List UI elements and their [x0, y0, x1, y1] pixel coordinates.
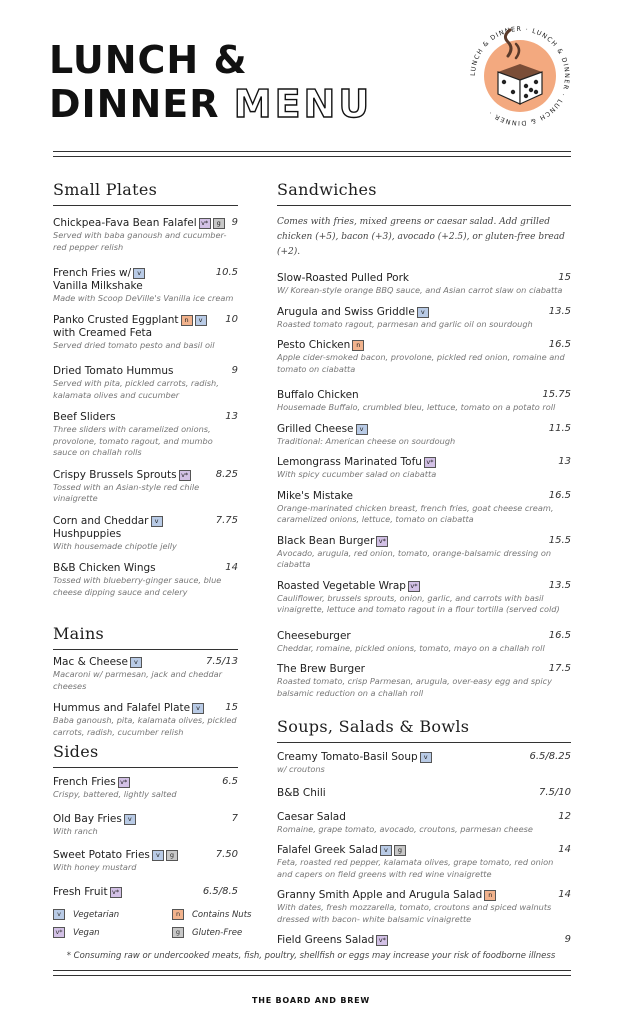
header-rule-bottom — [53, 156, 571, 157]
item-description: With housemade chipotle jelly — [53, 540, 177, 551]
vegan-badge: v* — [179, 470, 191, 481]
menu-item — [53, 515, 238, 553]
item-description: Served dried tomato pesto and basil oil — [53, 339, 215, 350]
vegetarian-badge: v — [420, 752, 432, 763]
item-description: Cauliflower, brussels sprouts, onion, garlic, and carrots with basil vinaigrette, lettuce and tomato ragout in a flour tortilla (served cold) — [277, 592, 560, 614]
item-description: Macaroni w/ parmesan, jack and cheddar cheeses — [53, 669, 223, 691]
vegetarian-badge: v — [151, 516, 163, 527]
sandwiches-heading: Sandwiches — [277, 180, 571, 206]
header-rule-top — [53, 151, 571, 152]
menu-item — [53, 314, 238, 352]
item-description: W/ Korean-style orange BBQ sauce, and Asian carrot slaw on ciabatta — [277, 285, 563, 295]
nuts-badge: n — [484, 890, 496, 901]
legend-nuts — [172, 909, 251, 920]
item-price: 13.5 — [548, 579, 571, 591]
item-description: Traditional: American cheese on sourdough — [277, 435, 456, 446]
item-price: 9 — [564, 934, 571, 945]
item-price: 16.5 — [548, 339, 571, 350]
nuts-badge: n — [172, 909, 184, 920]
gluten-free-badge: g — [172, 927, 184, 938]
item-name: Creamy Tomato-Basil Soup — [277, 751, 418, 763]
item-description: Three sliders with caramelized onions, provolone, tomato ragout, and mumbo sauce on challah rolls — [53, 424, 213, 457]
item-price: 7.5/10 — [539, 786, 571, 798]
item-name: Beef Sliders — [53, 411, 116, 423]
menu-item — [53, 267, 238, 305]
small-plates-heading: Small Plates — [53, 180, 238, 206]
item-name: Dried Tomato Hummus — [53, 365, 174, 377]
item-name: French Fries — [53, 776, 116, 788]
item-description: Apple cider-smoked bacon, provolone, pickled red onion, romaine and tomato on ciabatta — [277, 352, 565, 374]
item-price: 8.25 — [215, 468, 238, 480]
item-price: 13 — [225, 411, 238, 422]
vegetarian-badge: v — [192, 703, 204, 714]
menu-item — [277, 490, 571, 526]
menu-title — [49, 38, 372, 126]
item-price: 10 — [225, 313, 238, 325]
item-name: Cheeseburger — [277, 629, 351, 642]
item-name: Lemongrass Marinated Tofu — [277, 456, 422, 468]
menu-item — [277, 339, 571, 375]
item-price: 7.50 — [215, 849, 238, 860]
item-description: Baba ganoush, pita, kalamata olives, pickled carrots, radish, cucumber relish — [53, 715, 237, 737]
item-name: Fresh Fruit — [53, 885, 108, 898]
item-description: With dates, fresh mozzarella, tomato, croutons and spiced walnuts dressed with bacon- white balsamic vinaigrette — [277, 902, 552, 924]
item-name: Black Bean Burger — [277, 534, 375, 547]
item-description: Tossed with blueberry-ginger sauce, blue cheese dipping sauce and celery — [53, 575, 222, 597]
item-name: Crispy Brussels Sprouts — [53, 468, 177, 481]
item-price: 16.5 — [548, 629, 571, 641]
menu-item — [277, 934, 571, 947]
menu-item — [53, 656, 238, 692]
nuts-badge: n — [352, 340, 364, 351]
item-name: Buffalo Chicken — [277, 389, 359, 401]
item-price: 6.5/8.25 — [529, 751, 571, 762]
legend-label: Contains Nuts — [192, 910, 252, 920]
item-price: 7.75 — [215, 514, 238, 526]
title-line-1: LUNCH & — [49, 38, 248, 82]
gluten-free-badge: g — [213, 218, 225, 229]
item-description: Served with baba ganoush and cucumber-red pepper relish — [53, 230, 227, 252]
item-name: Roasted Vegetable Wrap — [277, 579, 406, 592]
vegetarian-badge: v — [133, 268, 145, 279]
menu-item — [277, 389, 571, 414]
item-price: 6.5/8.5 — [202, 885, 238, 897]
footer-rule-bottom — [53, 975, 571, 976]
vegan-badge: v* — [199, 218, 211, 229]
menu-item — [53, 813, 238, 838]
menu-item — [53, 217, 238, 253]
gluten-free-badge: g — [166, 850, 178, 861]
item-price: 11.5 — [548, 422, 571, 434]
vegan-badge: v* — [424, 457, 436, 468]
item-price: 14 — [558, 889, 571, 900]
item-name: Mac & Cheese — [53, 656, 128, 668]
item-price: 7 — [231, 812, 238, 824]
menu-item — [277, 456, 571, 481]
item-name: B&B Chicken Wings — [53, 562, 156, 574]
legend-label: Gluten-Free — [192, 928, 243, 938]
item-description: Roasted tomato, crisp Parmesan, arugula, over-easy egg and spicy balsamic reduction on a challah roll — [277, 676, 552, 698]
menu-item — [277, 844, 571, 880]
vegetarian-badge: v — [130, 657, 142, 668]
item-price: 15.75 — [542, 389, 571, 400]
item-price: 9 — [231, 365, 238, 376]
item-price: 6.5 — [222, 776, 238, 787]
logo-ring-text: LUNCH & DINNER · LUNCH & DINNER · LUNCH & DINNER · — [468, 24, 572, 128]
item-price: 15.5 — [548, 534, 571, 546]
menu-item — [277, 272, 571, 297]
item-price: 10.5 — [215, 267, 238, 278]
brand-logo — [466, 22, 574, 130]
item-name: Falafel Greek Salad — [277, 844, 378, 856]
menu-item — [53, 562, 238, 598]
item-description: With ranch — [53, 825, 98, 836]
item-description: w/ croutons — [277, 764, 325, 774]
item-description: Tossed with an Asian-style red chile vinaigrette — [53, 481, 200, 503]
item-name: Chickpea-Fava Bean Falafel — [53, 217, 197, 229]
item-price: 16.5 — [548, 489, 571, 501]
food-safety-footnote: * Consuming raw or undercooked meats, fish, poultry, shellfish or eggs may increase your risk of foodborne illness — [66, 951, 556, 961]
menu-item — [277, 306, 571, 331]
item-name: The Brew Burger — [277, 663, 365, 675]
item-price: 17.5 — [548, 663, 571, 674]
item-description: Served with pita, pickled carrots, radish, kalamata olives and cucumber — [53, 378, 219, 400]
menu-item — [277, 535, 571, 571]
footer-rule-top — [53, 970, 571, 971]
legend-label: Vegetarian — [73, 910, 120, 920]
item-price: 12 — [558, 810, 571, 822]
item-price: 9 — [231, 217, 238, 228]
item-description: Romaine, grape tomato, avocado, croutons, parmesan cheese — [277, 823, 533, 834]
vegetarian-badge: v — [195, 315, 207, 326]
item-name: Sweet Potato Fries — [53, 849, 150, 861]
menu-item — [277, 580, 571, 616]
vegetarian-badge: v — [380, 845, 392, 856]
vegetarian-badge: v — [152, 850, 164, 861]
nuts-badge: n — [181, 315, 193, 326]
item-name: Pesto Chicken — [277, 339, 351, 351]
item-description: With spicy cucumber salad on ciabatta — [277, 469, 437, 479]
item-description: Crispy, battered, lightly salted — [53, 789, 177, 799]
menu-item — [277, 663, 571, 699]
menu-item — [277, 630, 571, 655]
menu-item — [277, 787, 571, 800]
vegetarian-badge: v — [356, 424, 368, 435]
item-name: Granny Smith Apple and Arugula Salad — [277, 889, 483, 901]
soups-salads-heading: Soups, Salads & Bowls — [277, 717, 571, 743]
item-name: Hummus and Falafel Plate — [53, 702, 191, 714]
legend-gluten-free — [172, 927, 242, 938]
vegan-badge: v* — [118, 777, 130, 788]
item-price: 14 — [558, 844, 571, 855]
item-name: French Fries w/ — [53, 267, 132, 279]
brand-wordmark: THE BOARD AND BREW — [251, 996, 371, 1005]
menu-item — [53, 469, 238, 505]
item-description: Made with Scoop DeVille's Vanilla ice cream — [53, 293, 234, 303]
item-name-line-2: Vanilla Milkshake — [53, 280, 143, 292]
title-line-2: DINNER — [49, 82, 220, 126]
left-column — [53, 180, 238, 899]
item-description: With honey mustard — [53, 862, 137, 872]
menu-item — [277, 423, 571, 448]
menu-item — [53, 411, 238, 459]
legend-vegetarian — [53, 909, 119, 920]
item-description: Feta, roasted red pepper, kalamata olives, grape tomato, red onion and capers on field greens with red wine vinaigrette — [277, 857, 554, 879]
item-price: 13.5 — [548, 305, 571, 317]
title-outline-word: MENU — [233, 82, 373, 126]
gluten-free-badge: g — [394, 845, 406, 856]
item-description: Roasted tomato ragout, parmesan and garlic oil on sourdough — [277, 318, 533, 329]
item-name-line-2: Hushpuppies — [53, 527, 122, 540]
item-price: 15 — [558, 272, 571, 283]
item-price: 13 — [558, 456, 571, 467]
item-price: 7.5/13 — [206, 656, 238, 667]
vegan-badge: v* — [376, 935, 388, 946]
item-name: Panko Crusted Eggplant — [53, 313, 179, 326]
item-name: Grilled Cheese — [277, 422, 354, 435]
legend-vegan — [53, 927, 100, 938]
item-description: Orange-marinated chicken breast, french fries, goat cheese cream, caramelized onions, lettuce, tomato on ciabatta — [277, 502, 554, 524]
item-name: Field Greens Salad — [277, 934, 375, 946]
vegan-badge: v* — [376, 536, 388, 547]
vegan-badge: v* — [408, 581, 420, 592]
menu-item — [277, 811, 571, 836]
item-name: Slow-Roasted Pulled Pork — [277, 272, 409, 284]
vegetarian-badge: v — [53, 909, 65, 920]
vegetarian-badge: v — [124, 814, 136, 825]
item-name: Old Bay Fries — [53, 812, 122, 825]
menu-item — [53, 849, 238, 874]
mains-heading: Mains — [53, 624, 238, 650]
menu-item — [53, 776, 238, 801]
item-name: Mike's Mistake — [277, 489, 354, 502]
item-price: 14 — [225, 562, 238, 573]
item-description: Cheddar, romaine, pickled onions, tomato, mayo on a challah roll — [277, 642, 545, 653]
menu-item — [53, 365, 238, 401]
menu-item — [277, 751, 571, 776]
item-name: Corn and Cheddar — [53, 514, 149, 527]
item-price: 15 — [225, 702, 238, 713]
menu-item — [277, 889, 571, 925]
vegan-badge: v* — [53, 927, 65, 938]
legend-label: Vegan — [73, 928, 100, 938]
vegetarian-badge: v — [417, 307, 429, 318]
menu-item — [53, 702, 238, 738]
item-name: B&B Chili — [277, 786, 326, 799]
item-description: Housemade Buffalo, crumbled bleu, lettuce, tomato on a potato roll — [277, 402, 556, 412]
sides-heading: Sides — [53, 742, 238, 768]
right-column — [277, 180, 571, 947]
vegan-badge: v* — [110, 887, 122, 898]
item-name: Caesar Salad — [277, 810, 346, 823]
item-name: Arugula and Swiss Griddle — [277, 305, 415, 318]
sandwiches-intro: Comes with fries, mixed greens or caesar salad. Add grilled chicken (+5), bacon (+3), avocado (+2.5), or gluten-free bread (+2). — [277, 217, 565, 257]
menu-item — [53, 886, 238, 899]
item-description: Avocado, arugula, red onion, tomato, orange-balsamic dressing on ciabatta — [277, 547, 552, 569]
item-name-line-2: with Creamed Feta — [53, 326, 153, 339]
